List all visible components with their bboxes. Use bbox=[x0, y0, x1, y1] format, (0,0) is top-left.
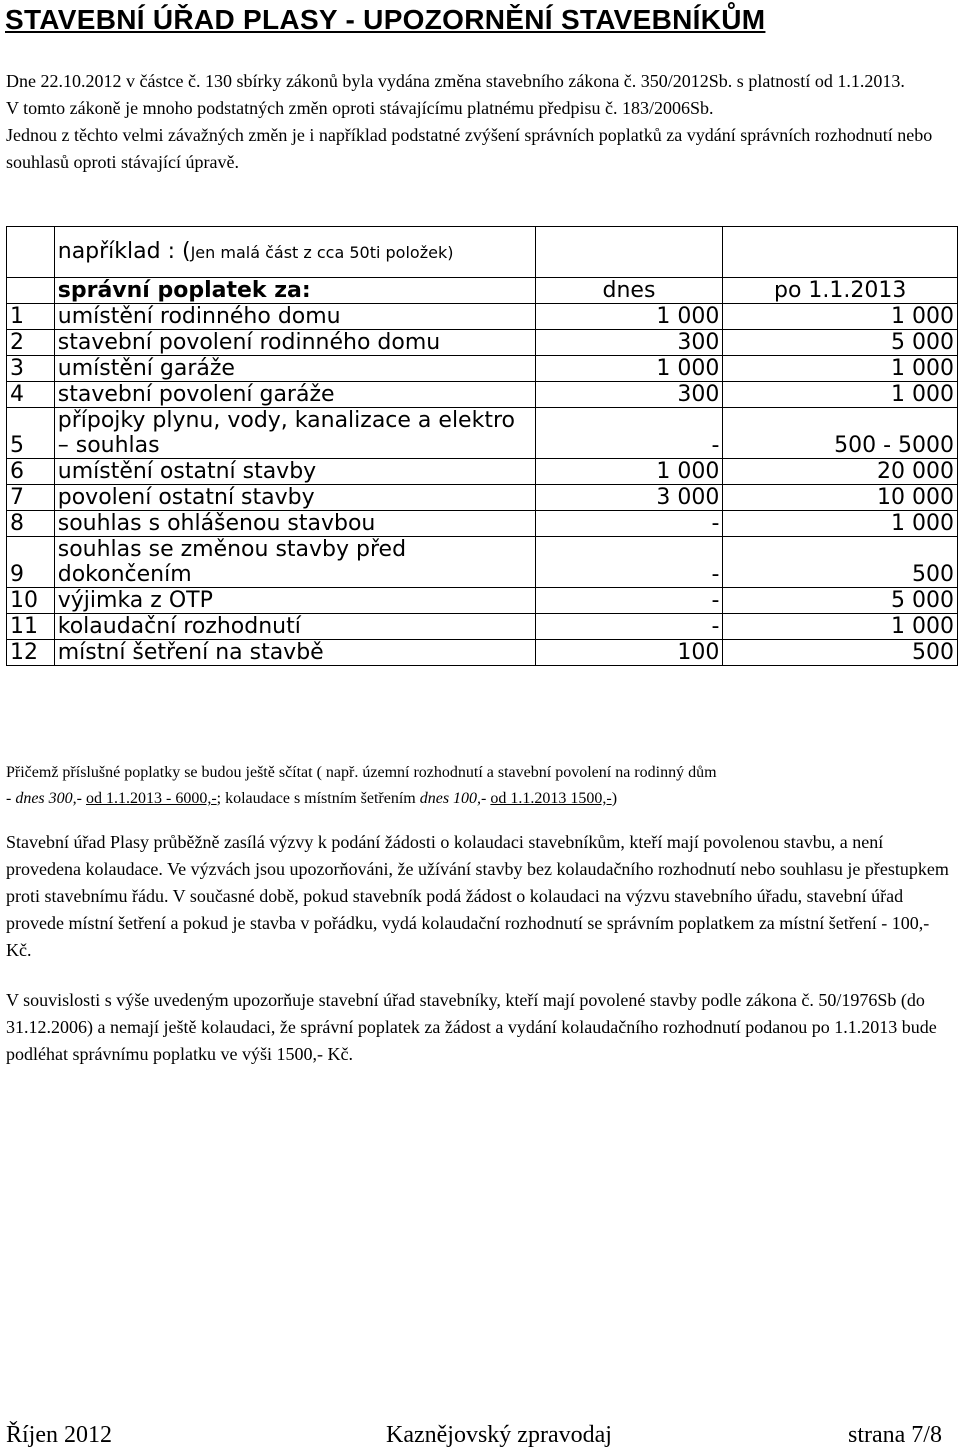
table-row: 8 souhlas s ohlášenou stavbou - 1 000 bbox=[7, 511, 958, 537]
page-title: STAVEBNÍ ÚŘAD PLASY - UPOZORNĚNÍ STAVEBNÍKŮM bbox=[5, 4, 766, 35]
table-row: 10 výjimka z OTP - 5 000 bbox=[7, 588, 958, 614]
table-row: 2 stavební povolení rodinného domu 300 5 000 bbox=[7, 330, 958, 356]
table-example-row bbox=[7, 227, 958, 278]
fee-note bbox=[6, 760, 954, 812]
table-row: 12 místní šetření na stavbě 100 500 bbox=[7, 640, 958, 666]
table-row: 1 umístění rodinného domu 1 000 1 000 bbox=[7, 304, 958, 330]
intro-line: Dne 22.10.2012 v částce č. 130 sbírky zákonů byla vydána změna stavebního zákona č. 350/2012Sb. s platností od 1.1.2013. bbox=[6, 71, 905, 91]
table-row: 9 souhlas se změnou stavby před dokončením - 500 bbox=[7, 537, 958, 588]
header-now: dnes bbox=[535, 278, 723, 304]
note-line: Přičemž příslušné poplatky se budou ještě sčítat ( např. územní rozhodnutí a stavební povolení na rodinný dům bbox=[6, 764, 717, 781]
header-after: po 1.1.2013 bbox=[723, 278, 958, 304]
intro-text bbox=[6, 68, 954, 176]
note-line: - dnes 300,- od 1.1.2013 - 6000,-; kolaudace s místním šetřením dnes 100,- od 1.1.2013 1500,-) bbox=[6, 790, 618, 807]
table-row: 6 umístění ostatní stavby 1 000 20 000 bbox=[7, 459, 958, 485]
intro-line: Jednou z těchto velmi závažných změn je i například podstatné zvýšení správních poplatků za vydání správních rozhodnutí nebo souhlasů oproti stávající úpravě. bbox=[6, 125, 933, 172]
table-row: 3 umístění garáže 1 000 1 000 bbox=[7, 356, 958, 382]
header-item: správní poplatek za: bbox=[54, 278, 535, 304]
table-row: 11 kolaudační rozhodnutí - 1 000 bbox=[7, 614, 958, 640]
table-row: 4 stavební povolení garáže 300 1 000 bbox=[7, 382, 958, 408]
example-cell: například : (Jen malá část z cca 50ti položek) bbox=[54, 227, 535, 278]
table-header-row bbox=[7, 278, 958, 304]
table-row: 7 povolení ostatní stavby 3 000 10 000 bbox=[7, 485, 958, 511]
footer-date: Říjen 2012 bbox=[6, 1422, 112, 1448]
footer-page: strana 7/8 bbox=[848, 1422, 942, 1448]
footer-publication: Kaznějovský zpravodaj bbox=[386, 1422, 612, 1448]
table-row: 5 přípojky plynu, vody, kanalizace a elektro – souhlas - 500 - 5000 bbox=[7, 408, 958, 459]
fee-table bbox=[6, 226, 958, 666]
paragraph-kolaudace: Stavební úřad Plasy průběžně zasílá výzvy k podání žádosti o kolaudaci stavebníkům, kteří mají povolenou stavbu, a není provedena kolaudace. Ve výzvách jsou upozorňováni, že užívání stavby bez kolaudačního rozhodnutí nebo souhlasu je přestupkem proti stavebnímu řádu. V současné době, pokud stavebník podá žádost o kolaudaci na výzvu stavebního úřadu, stavební úřad provede místní šetření a pokud je stavba v pořádku, vydá kolaudační rozhodnutí se správním poplatkem za místní šetření - 100,- Kč. bbox=[6, 832, 949, 960]
intro-line: V tomto zákoně je mnoho podstatných změn oproti stávajícímu platnému předpisu č. 183/2006Sb. bbox=[6, 98, 714, 118]
paragraph-notice: V souvislosti s výše uvedeným upozorňuje stavební úřad stavebníky, kteří mají povolené stavby podle zákona č. 50/1976Sb (do 31.12.2006) a nemají ještě kolaudaci, že správní poplatek za žádost a vydání kolaudačního rozhodnutí podanou po 1.1.2013 bude podléhat správnímu poplatku ve výši 1500,- Kč. bbox=[6, 990, 937, 1064]
